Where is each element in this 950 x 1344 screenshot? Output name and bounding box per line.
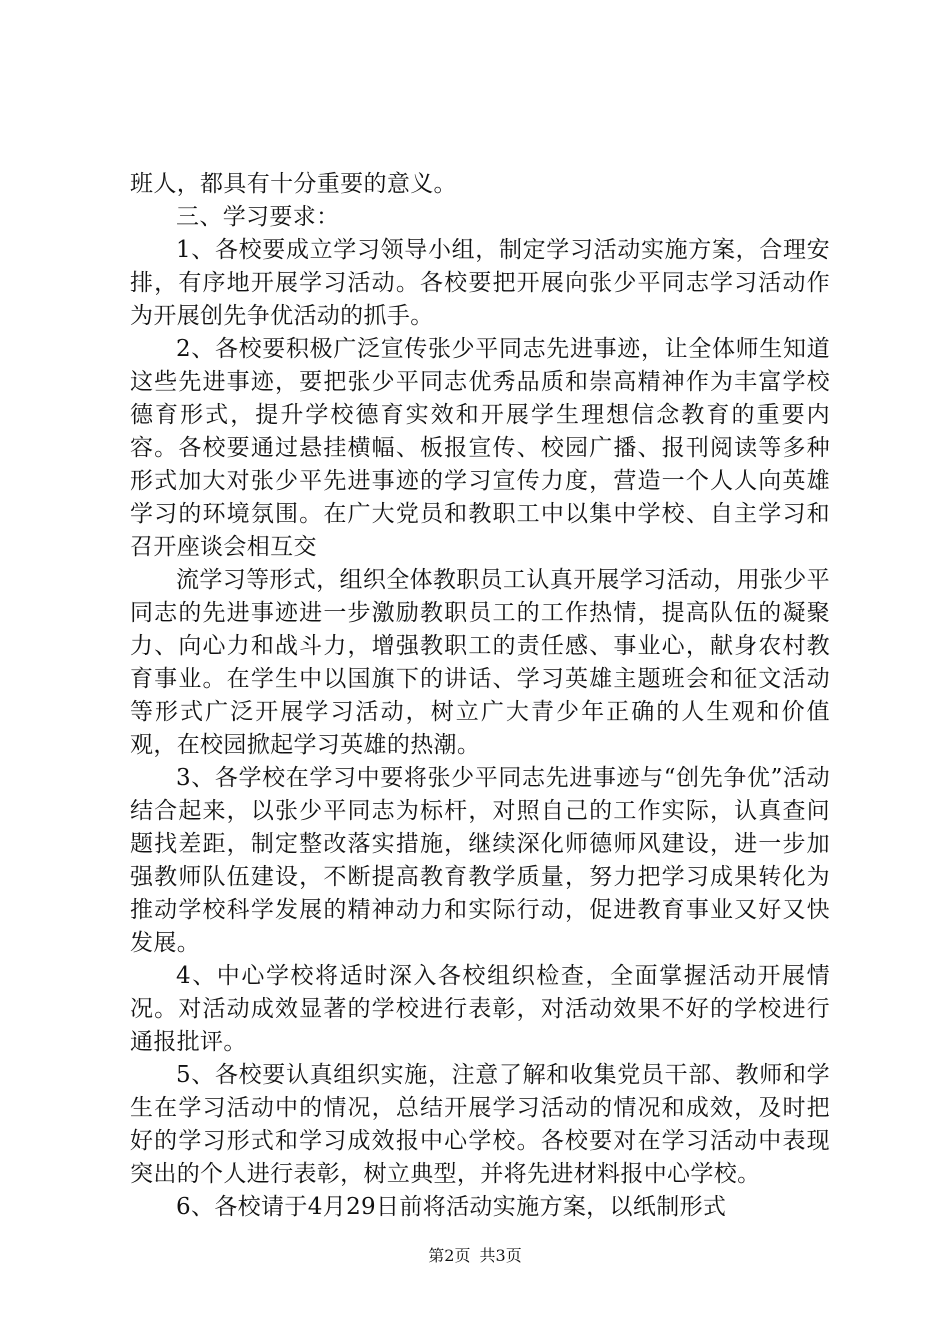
paragraph-0: 班人，都具有十分重要的意义。 (130, 171, 457, 197)
paragraph-4: 流学习等形式，组织全体教职员工认真开展学习活动，用张少平同志的先进事迹进一步激励教职员工的工作热情，提高队伍的凝聚力、向心力和战斗力，增强教职工的责任感、事业心，献身农村教育事业。在学生中以国旗下的讲话、学习英雄主题班会和征文活动等形式广泛开展学习活动，树立广大青少年正确的人生观和价值观，在校园掀起学习英雄的热潮。 (130, 567, 830, 758)
page-number: 第2页 (428, 1246, 471, 1265)
paragraph-5: 3、各学校在学习中要将张少平同志先进事迹与“创先争优”活动结合起来，以张少平同志为标杆，对照自己的工作实际，认真查问题找差距，制定整改落实措施，继续深化师德师风建设，进一步加强教师队伍建设，不断提高教育教学质量，努力把学习成果转化为推动学校科学发展的精神动力和实际行动，促进教育事业又好又快发展。 (130, 765, 830, 956)
document-body (130, 168, 830, 1224)
paragraph-7: 5、各校要认真组织实施，注意了解和收集党员干部、教师和学生在学习活动中的情况，总结开展学习活动的情况和成效，及时把好的学习形式和学习成效报中心学校。各校要对在学习活动中表现突出的个人进行表彰，树立典型，并将先进材料报中心学校。 (130, 1062, 830, 1187)
paragraph-8: 6、各校请于4月29日前将活动实施方案，以纸制形式 (176, 1194, 727, 1220)
page-footer (0, 1243, 950, 1266)
page-total: 共3页 (479, 1246, 522, 1265)
paragraph-2: 1、各校要成立学习领导小组，制定学习活动实施方案，合理安排，有序地开展学习活动。各校要把开展向张少平同志学习活动作为开展创先争优活动的抓手。 (130, 237, 830, 329)
paragraph-3: 2、各校要积极广泛宣传张少平同志先进事迹，让全体师生知道这些先进事迹，要把张少平同志优秀品质和崇高精神作为丰富学校德育形式，提升学校德育实效和开展学生理想信念教育的重要内容。各校要通过悬挂横幅、板报宣传、校园广播、报刊阅读等多种形式加大对张少平先进事迹的学习宣传力度，营造一个人人向英雄学习的环境氛围。在广大党员和教职工中以集中学校、自主学习和召开座谈会相互交 (130, 336, 830, 560)
paragraph-6: 4、中心学校将适时深入各校组织检查，全面掌握活动开展情况。对活动成效显著的学校进行表彰，对活动效果不好的学校进行通报批评。 (130, 963, 830, 1055)
section-heading: 三、学习要求： (176, 204, 340, 230)
